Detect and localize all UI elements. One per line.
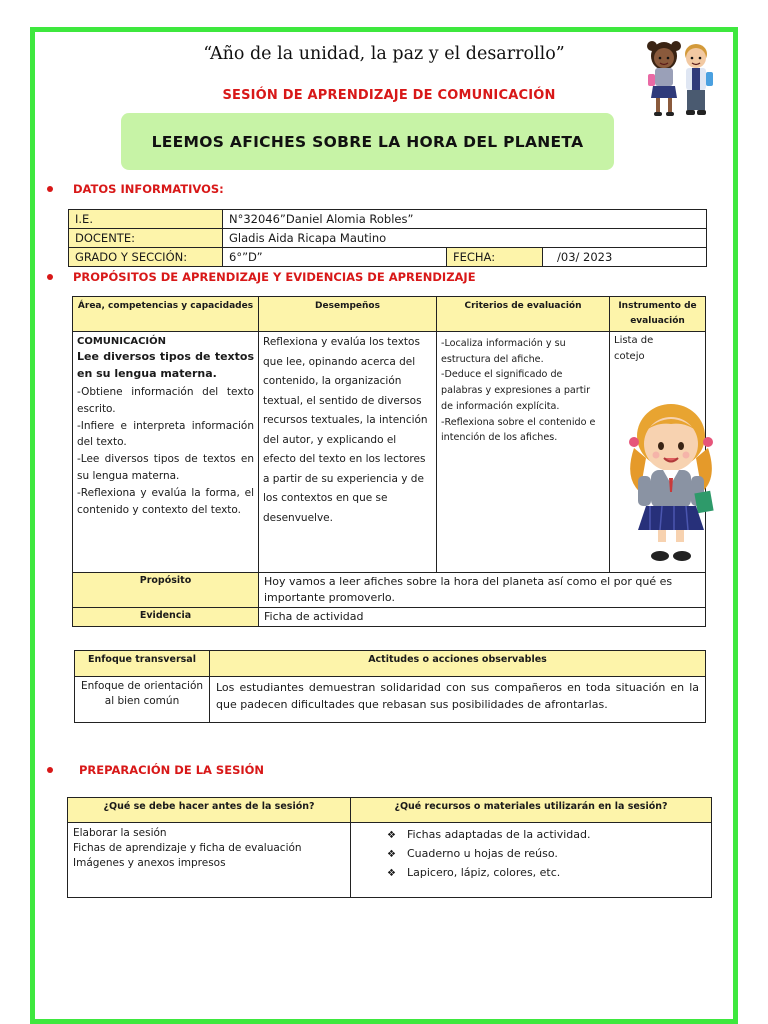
header-area: Área, competencias y capacidades	[73, 297, 259, 332]
year-motto: “Año de la unidad, la paz y el desarrollo”	[203, 44, 565, 64]
session-title: SESIÓN DE APRENDIZAJE DE COMUNICACIÓN	[222, 88, 556, 103]
capacidad-item: -Obtiene información del texto escrito.	[77, 386, 254, 415]
capacidad-item: -Lee diversos tipos de textos en su lengua materna.	[77, 453, 254, 482]
criterio-item: -Reflexiona sobre el contenido e intención de los afiches.	[441, 416, 596, 444]
table-row	[75, 651, 706, 677]
header-recursos: ¿Qué recursos o materiales utilizarán en la sesión?	[351, 798, 712, 823]
header-antes: ¿Qué se debe hacer antes de la sesión?	[68, 798, 351, 823]
fecha-value: /03/ 2023	[543, 248, 707, 267]
bullet-icon	[47, 767, 53, 773]
competencia: Lee diversos tipos de textos en su lengua materna.	[77, 350, 254, 380]
instrumento-text: Lista de cotejo	[614, 335, 654, 362]
fecha-label: FECHA:	[447, 248, 543, 267]
table-row	[73, 573, 706, 608]
lesson-title: LEEMOS AFICHES SOBRE LA HORA DEL PLANETA	[151, 132, 584, 151]
header-desempenos: Desempeños	[259, 297, 437, 332]
list-item: ❖ Cuaderno u hojas de reúso.	[381, 845, 706, 864]
list-item: Fichas de aprendizaje y ficha de evaluación	[73, 842, 302, 854]
evidencia-value: Ficha de actividad	[259, 608, 706, 627]
table-row	[69, 229, 707, 248]
enfoque-description: Los estudiantes demuestran solidaridad con sus compañeros en toda situación en la que padecen dificultades que rebasan sus posibilidades de afrontarlas.	[210, 677, 706, 723]
children-illustration	[640, 36, 720, 122]
desempeno-cell	[259, 332, 437, 573]
list-item: Imágenes y anexos impresos	[73, 857, 226, 869]
grado-value: 6°”D”	[223, 248, 447, 267]
table-row	[73, 332, 706, 573]
section-propositos-heading: PROPÓSITOS DE APRENDIZAJE Y EVIDENCIAS DE APRENDIZAJE	[47, 270, 476, 284]
ie-label: I.E.	[69, 210, 223, 229]
evidencia-label: Evidencia	[73, 608, 259, 627]
bullet-icon	[47, 274, 53, 280]
criterio-item: -Deduce el significado de palabras y expresiones a partir de información explícita.	[441, 369, 591, 412]
area-cell	[73, 332, 259, 573]
recursos-list	[381, 826, 706, 883]
capacidad-item: -Reflexiona y evalúa la forma, el contenido y contexto del texto.	[77, 486, 254, 516]
datos-informativos-table	[68, 209, 707, 267]
criterio-item: -Localiza información y su estructura del afiche.	[441, 338, 566, 365]
propositos-table	[72, 296, 706, 627]
table-row	[68, 823, 712, 898]
ie-value: N°32046”Daniel Alomia Robles”	[223, 210, 707, 229]
table-row	[75, 677, 706, 723]
table-row	[69, 210, 707, 229]
desempeno-text: Reflexiona y evalúa los textos que lee, opinando acerca del contenido, la organización textual, el sentido de diversos recursos textuales, la intención del autor, y explicando el efecto del texto en los lectores a partir de su experiencia y de los contextos en que se desenvuelve.	[263, 336, 428, 524]
table-row	[73, 297, 706, 332]
diamond-bullet-icon: ❖	[387, 868, 396, 879]
girl-illustration	[616, 388, 726, 566]
diamond-bullet-icon: ❖	[387, 830, 396, 841]
capacidad-item: -Infiere e interpreta información del texto.	[77, 419, 254, 449]
lesson-title-banner	[121, 113, 614, 170]
diamond-bullet-icon: ❖	[387, 849, 396, 860]
table-row	[73, 608, 706, 627]
header-instrumento: Instrumento de evaluación	[610, 297, 706, 332]
preparacion-table	[67, 797, 712, 898]
proposito-label: Propósito	[73, 573, 259, 608]
proposito-value: Hoy vamos a leer afiches sobre la hora del planeta así como el por qué es importante promoverlo.	[259, 573, 706, 608]
enfoque-table	[74, 650, 706, 723]
docente-value: Gladis Aida Ricapa Mautino	[223, 229, 707, 248]
section-preparacion-heading: PREPARACIÓN DE LA SESIÓN	[47, 763, 264, 777]
area-name: COMUNICACIÓN	[77, 336, 167, 347]
header-enfoque: Enfoque transversal	[75, 651, 210, 677]
table-row	[68, 798, 712, 823]
bullet-icon	[47, 186, 53, 192]
list-item: Elaborar la sesión	[73, 827, 167, 839]
header-actitudes: Actitudes o acciones observables	[210, 651, 706, 677]
header-criterios: Criterios de evaluación	[437, 297, 610, 332]
criterios-cell	[437, 332, 610, 573]
list-item: ❖ Lapicero, lápiz, colores, etc.	[381, 864, 706, 883]
antes-cell	[68, 823, 351, 898]
recursos-cell	[351, 823, 712, 898]
enfoque-name: Enfoque de orientación al bien común	[75, 677, 210, 723]
docente-label: DOCENTE:	[69, 229, 223, 248]
grado-label: GRADO Y SECCIÓN:	[69, 248, 223, 267]
list-item: ❖ Fichas adaptadas de la actividad.	[381, 826, 706, 845]
table-row	[69, 248, 707, 267]
section-datos-heading: DATOS INFORMATIVOS:	[47, 182, 224, 196]
